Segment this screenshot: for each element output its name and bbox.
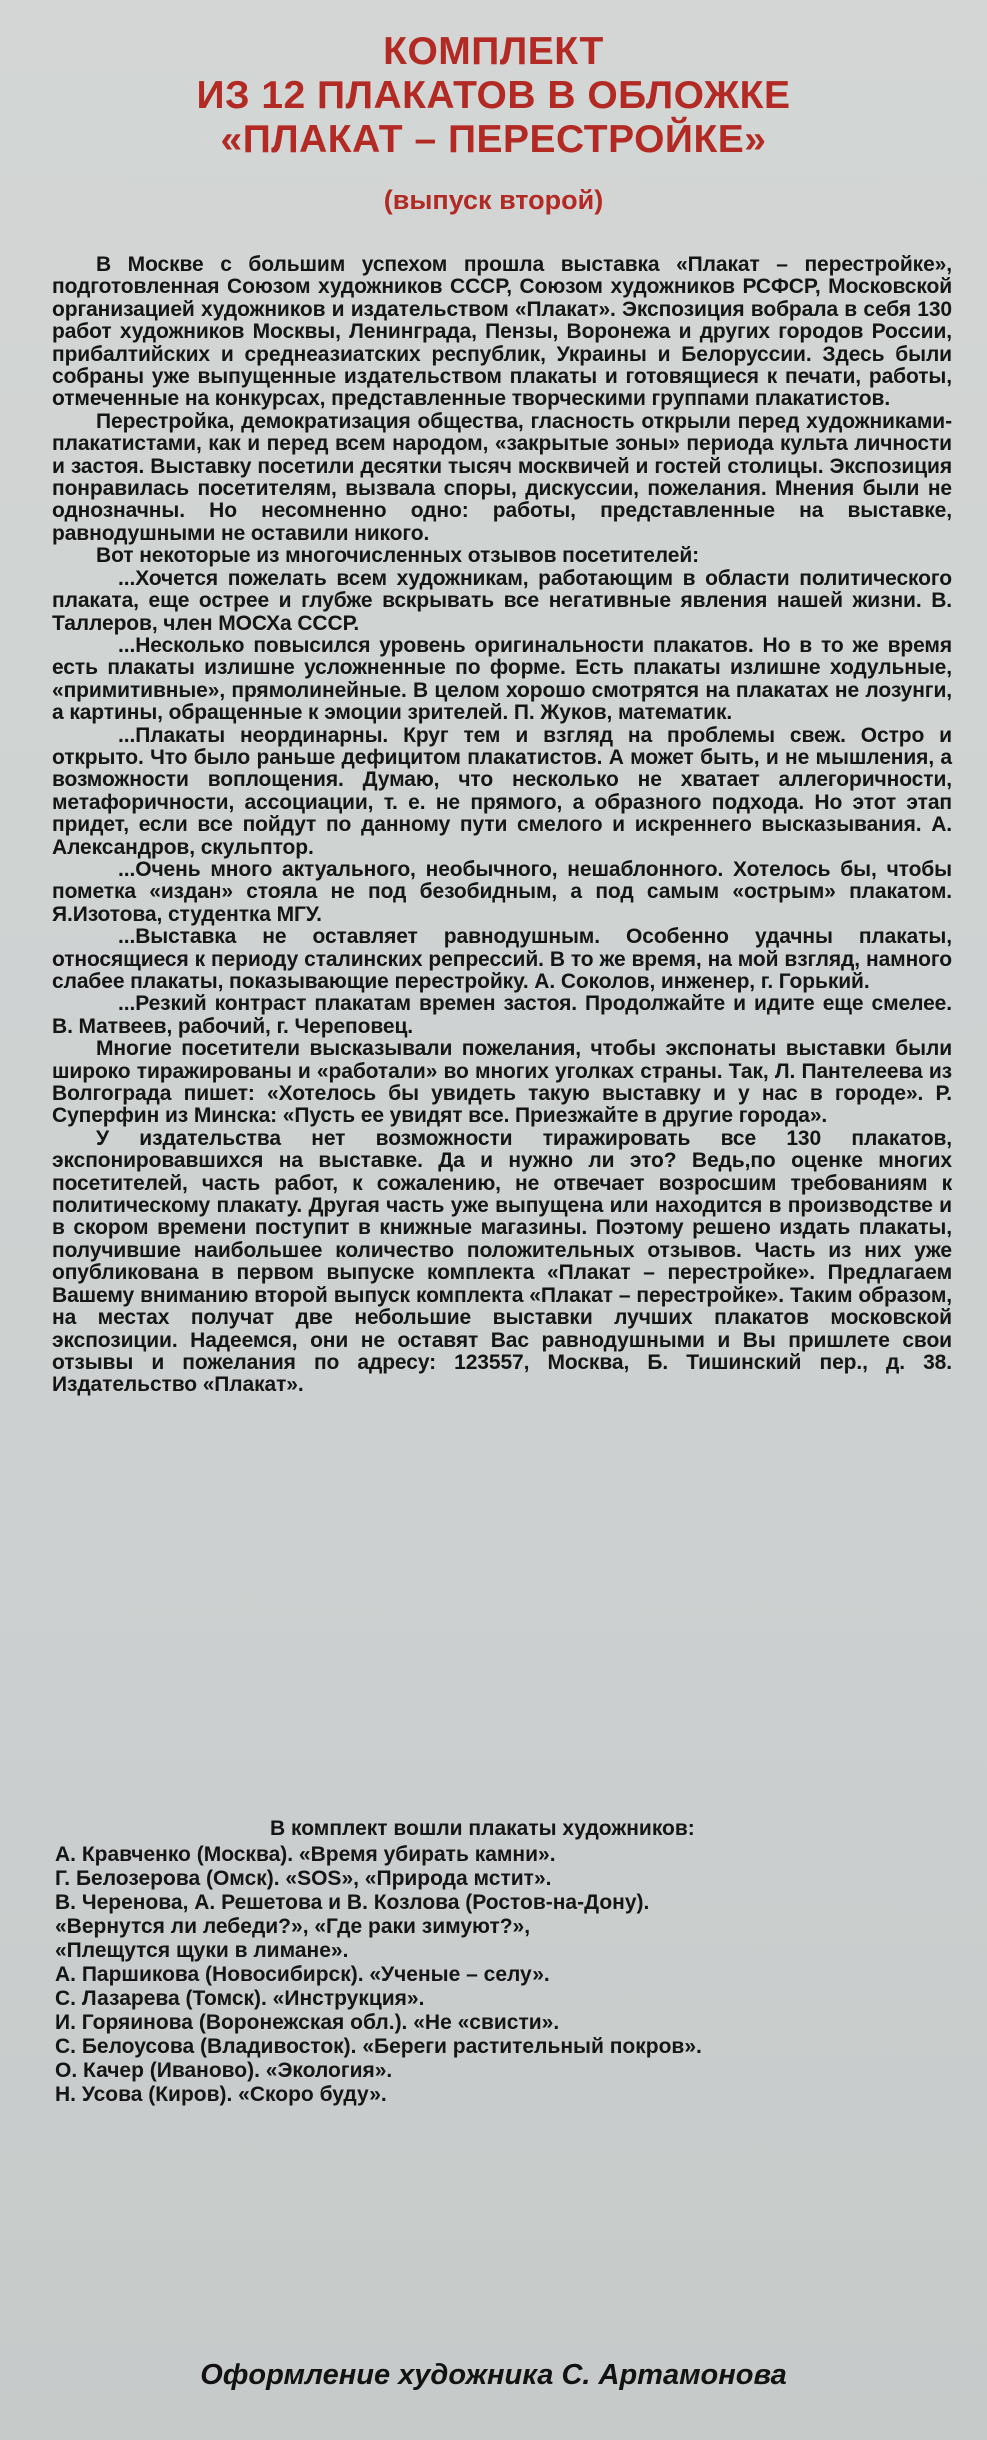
review-quote: ...Выставка не оставляет равнодушным. Особенно удачны плакаты, относящиеся к периоду сталинских репрессий. В то же время, на мой взгляд, намного слабее плакаты, показывающие перестройку. А. Соколов, инженер, г. Горький. bbox=[52, 925, 952, 993]
list-item: В. Черенова, А. Решетова и В. Козлова (Ростов-на-Дону). bbox=[55, 1891, 650, 1914]
review-quote: ...Несколько повысился уровень оригинальности плакатов. Но в то же время есть плакаты излишне усложненные по форме. Есть плакаты излишне ходульные, «примитивные», прямолинейные. В целом хорошо смотрятся на плакатах не лозунги, а картины, обращенные к эмоции зрителей. П. Жуков, математик. bbox=[52, 633, 952, 725]
review-quote: ...Очень много актуального, необычного, нешаблонного. Хотелось бы, чтобы пометка «издан» стояла не под безобидным, а под самым «острым» плакатом. Я.Изотова, студентка МГУ. bbox=[52, 857, 952, 926]
paragraph-publisher: У издательства нет возможности тиражировать все 130 плакатов, экспонировавшихся на выставке. Да и нужно ли это? Ведь,по оценке многих посетителей, часть работ, к сожалению, не отвечает возросшим требованиям к политическому плакату. Другая часть уже выпущена или находится в производстве и в скором времени поступит в книжные магазины. Поэтому решено издать плакаты, получившие наибольшее количество положительных отзывов. Часть из них уже опубликована в первом выпуске комплекта «Плакат – перестройке». Предлагаем Вашему вниманию второй выпуск комплекта «Плакат – перестройке». Таким образом, на местах получат две небольшие выставки лучших плакатов московской экспозиции. Надеемся, они не оставят Вас равнодушными и Вы пришлете свои отзывы и пожелания по адресу: 123557, Москва, Б. Тишинский пер., д. 38. Издательство «Плакат». bbox=[52, 1126, 952, 1397]
page-subtitle: (выпуск второй) bbox=[383, 185, 604, 215]
list-item: А. Паршикова (Новосибирск). «Ученые – селу». bbox=[55, 1963, 550, 1986]
review-quote: ...Плакаты неординарны. Круг тем и взгляд на проблемы свеж. Остро и открыто. Что было раньше дефицитом плакатистов. А может быть, и не мышления, а возможности воплощения. Думаю, что несколько не хватает аллегоричности, метафоричности, ассоциации, т. е. не прямого, а образного подхода. Но этот этап придет, если все пойдут по данному пути смелого и искреннего высказывания. А. Александров, скульптор. bbox=[52, 723, 952, 859]
design-credit: Оформление художника С. Артамонова bbox=[200, 2359, 787, 2391]
artists-list bbox=[55, 1817, 955, 2107]
list-item: С. Белоусова (Владивосток). «Береги растительный покров». bbox=[55, 2035, 702, 2058]
review-quote: ...Резкий контраст плакатам времен застоя. Продолжайте и идите еще смелее. В. Матвеев, рабочий, г. Череповец. bbox=[52, 992, 952, 1038]
artists-heading: В комплект вошли плакаты художников: bbox=[270, 1817, 695, 1840]
title-line-1: КОМПЛЕКТ bbox=[383, 30, 604, 73]
page-title bbox=[0, 30, 987, 162]
title-line-2: ИЗ 12 ПЛАКАТОВ В ОБЛОЖКЕ bbox=[196, 74, 791, 117]
list-item: Г. Белозерова (Омск). «SOS», «Природа мстит». bbox=[55, 1867, 552, 1890]
title-line-3: «ПЛАКАТ – ПЕРЕСТРОЙКЕ» bbox=[220, 118, 767, 161]
paragraph-intro: В Москве с большим успехом прошла выставка «Плакат – перестройке», подготовленная Союзом художников СССР, Союзом художников РСФСР, Московской организацией художников и издательством «Плакат». Экспозиция вобрала в себя 130 работ художников Москвы, Ленинграда, Пензы, Воронежа и других городов России, прибалтийских и среднеазиатских республик, Украины и Белоруссии. Здесь были собраны уже выпущенные издательством плакаты и готовящиеся к печати, работы, отмеченные на конкурсах, представленные творческими группами плакатистов. bbox=[52, 253, 952, 411]
list-item: «Вернутся ли лебеди?», «Где раки зимуют?», bbox=[55, 1915, 531, 1938]
paragraph-perestroika: Перестройка, демократизация общества, гласность открыли перед художниками-плакатистами, как и перед всем народом, «закрытые зоны» периода культа личности и застоя. Выставку посетили десятки тысяч москвичей и гостей столицы. Экспозиция понравилась посетителям, вызвала споры, дискуссии, пожелания. Мнения были не однозначны. Но несомненно одно: работы, представленные на выставке, равнодушными не оставили никого. bbox=[52, 409, 952, 545]
review-quote: ...Хочется пожелать всем художникам, работающим в области политического плаката, еще острее и глубже вскрывать все негативные явления нашей жизни. В. Таллеров, член МОСХа СССР. bbox=[52, 566, 952, 635]
list-item: А. Кравченко (Москва). «Время убирать камни». bbox=[55, 1843, 556, 1866]
list-item: «Плещутся щуки в лимане». bbox=[55, 1939, 349, 1962]
list-item: Н. Усова (Киров). «Скоро буду». bbox=[55, 2083, 387, 2106]
list-item: И. Горяинова (Воронежская обл.). «Не «свисти». bbox=[55, 2011, 560, 2034]
list-item: С. Лазарева (Томск). «Инструкция». bbox=[55, 1987, 425, 2010]
list-item: О. Качер (Иваново). «Экология». bbox=[55, 2059, 393, 2082]
article-body bbox=[52, 254, 952, 1397]
paragraph-reviews-lead: Вот некоторые из многочисленных отзывов посетителей: bbox=[96, 544, 700, 568]
paragraph-wishes: Многие посетители высказывали пожелания, чтобы экспонаты выставки были широко тиражированы и «работали» во многих уголках страны. Так, Л. Пантелеева из Волгограда пишет: «Хотелось бы увидеть такую выставку и у нас в городе». Р. Суперфин из Минска: «Пусть ее увидят все. Приезжайте в другие города». bbox=[52, 1037, 952, 1128]
